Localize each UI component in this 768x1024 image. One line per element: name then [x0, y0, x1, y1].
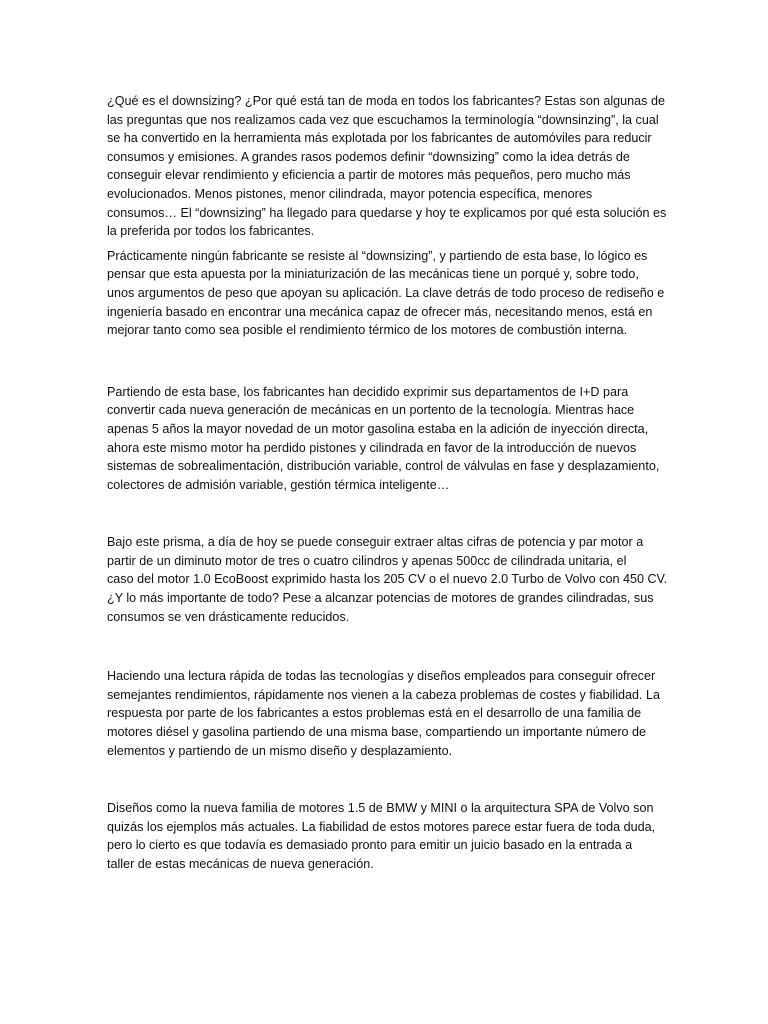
text-line: consumos… El “downsizing” ha llegado para quedarse y hoy te explicamos por qué esta solución es: [107, 205, 667, 220]
text-line: Diseños como la nueva familia de motores 1.5 de BMW y MINI o la arquitectura SPA de Volvo son: [107, 801, 654, 816]
text-line: ¿Y lo más importante de todo? Pese a alcanzar potencias de motores de grandes cilindradas, sus: [107, 591, 654, 606]
text-line: ahora este mismo motor ha perdido pistones y cilindrada en favor de la introducción de nuevos: [107, 440, 637, 455]
text-line: taller de estas mecánicas de nueva generación.: [107, 857, 374, 871]
text-line: evolucionados. Menos pistones, menor cilindrada, mayor potencia específica, menores: [107, 186, 593, 201]
text-line: semejantes rendimientos, rápidamente nos vienen a la cabeza problemas de costes y fiabilidad. La: [107, 687, 661, 702]
text-line: Bajo este prisma, a día de hoy se puede conseguir extraer altas cifras de potencia y par motor a: [107, 535, 644, 550]
text-line: conseguir elevar rendimiento y eficiencia a partir de motores más pequeños, pero mucho más: [107, 168, 631, 183]
text-line: ingeniería basado en encontrar una mecánica capaz de ofrecer más, necesitando menos, está en: [107, 304, 653, 319]
text-line: sistemas de sobrealimentación, distribución variable, control de válvulas en fase y desplazamiento,: [107, 459, 660, 474]
paragraph-4: [107, 533, 667, 626]
text-line: motores diésel y gasolina partiendo de una misma base, compartiendo un importante número de: [107, 725, 647, 740]
paragraph-5: [107, 667, 667, 760]
text-line: apenas 5 años la mayor novedad de un motor gasolina estaba en la adición de inyección directa,: [107, 421, 649, 436]
text-line: pero lo cierto es que todavía es demasiado pronto para emitir un juicio basado en la entrada a: [107, 838, 633, 853]
text-line: mejorar tanto como sea posible el rendimiento térmico de los motores de combustión interna.: [107, 323, 628, 338]
text-line: consumos se ven drásticamente reducidos.: [107, 609, 350, 624]
text-line: consumos y emisiones. A grandes rasos podemos definir “downsizing” como la idea detrás de: [107, 149, 630, 164]
text-line: caso del motor 1.0 EcoBoost exprimido hasta los 205 CV o el nuevo 2.0 Turbo de Volvo con 450 CV.: [107, 572, 668, 587]
text-line: Prácticamente ningún fabricante se resiste al “downsizing”, y partiendo de esta base, lo lógico es: [107, 248, 648, 263]
text-line: respuesta por parte de los fabricantes a estos problemas está en el desarrollo de una familia de: [107, 706, 642, 721]
paragraph-spacer: [107, 494, 667, 533]
text-line: Partiendo de esta base, los fabricantes han decidido exprimir sus departamentos de I+D para: [107, 384, 629, 399]
text-line: ¿Qué es el downsizing? ¿Por qué está tan de moda en todos los fabricantes? Estas son algunas de: [107, 94, 665, 108]
paragraph-spacer: [107, 340, 667, 383]
text-line: se ha convertido en la herramienta más explotada por los fabricantes de automóviles para reducir: [107, 131, 652, 146]
paragraph-2: [107, 247, 667, 340]
text-line: las preguntas que nos realizamos cada vez que escuchamos la terminología “downsinzing”, la cual: [107, 112, 659, 127]
paragraph-spacer: [107, 626, 667, 667]
document-page: [107, 92, 667, 874]
text-line: quizás los ejemplos más actuales. La fiabilidad de estos motores parece estar fuera de toda duda,: [107, 819, 656, 834]
paragraph-3: [107, 383, 667, 495]
text-line: pensar que esta apuesta por la miniaturización de las mecánicas tiene un porqué y, sobre todo,: [107, 267, 639, 282]
paragraph-1: [107, 92, 667, 241]
text-line: unos argumentos de peso que apoyan su aplicación. La clave detrás de todo proceso de rediseño e: [107, 285, 665, 300]
paragraph-spacer: [107, 760, 667, 799]
text-line: elementos y partiendo de un mismo diseño y desplazamiento.: [107, 743, 453, 758]
text-line: colectores de admisión variable, gestión térmica inteligente…: [107, 477, 450, 492]
text-line: partir de un diminuto motor de tres o cuatro cilindros y apenas 500cc de cilindrada unitaria, el: [107, 553, 627, 568]
text-line: la preferida por todos los fabricantes.: [107, 224, 315, 239]
text-line: Haciendo una lectura rápida de todas las tecnologías y diseños empleados para conseguir ofrecer: [107, 669, 656, 684]
paragraph-6: [107, 799, 667, 873]
text-line: convertir cada nueva generación de mecánicas en un portento de la tecnología. Mientras hace: [107, 403, 635, 418]
